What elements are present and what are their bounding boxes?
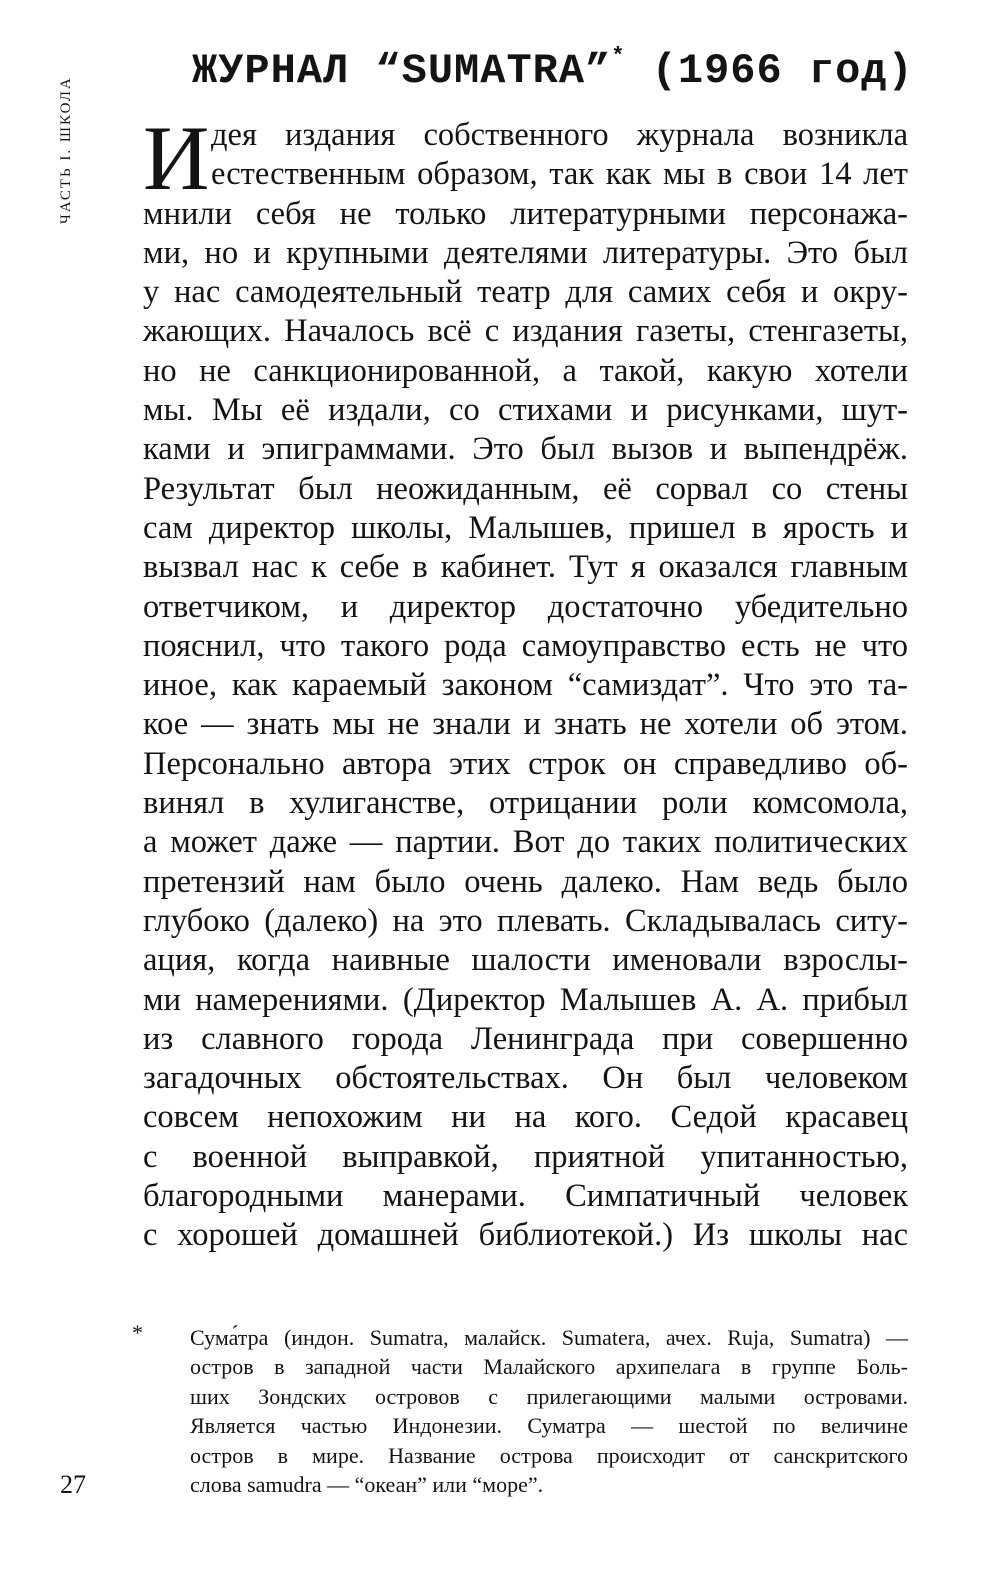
drop-cap: И [143,107,210,209]
footnote-marker: * [132,1320,143,1345]
body-line: претензий нам было очень далеко. Нам ведь было [143,863,908,900]
body-line: ми намерениями. (Директор Малышев А. А. прибыл [143,981,908,1018]
footnote-line: Является частью Индонезии. Суматра — шестой по величине [190,1413,908,1439]
heading-title: ЖУРНАЛ “SUMATRA” [192,47,612,95]
chapter-heading [192,44,914,95]
body-line: загадочных обстоятельствах. Он был человеком [143,1060,908,1097]
body-line: дея издания собственного журнала возникла [211,117,908,153]
footnote-line: Сума́тра (индон. Sumatra, малайск. Sumatera, ачех. Ruja, Sumatra) — [190,1325,908,1350]
body-line: совсем непохожим ни на кого. Седой красавец [143,1099,908,1136]
footnote-line: остров в мире. Название острова происходит от санскритского [190,1442,908,1468]
body-line: с военной выправкой, приятной упитанностью, [143,1138,908,1175]
body-line: из славного города Ленинграда при совершенно [143,1020,908,1057]
heading-year: (1966 год) [625,47,914,95]
body-line: глубоко (далеко) на это плевать. Складывалась ситу- [143,902,908,939]
body-line: жающих. Началось всё с издания газеты, стенгазеты, [143,313,908,350]
body-line: сам директор школы, Малышев, пришел в ярость и [143,509,908,546]
body-line: мы. Мы её издали, со стихами и рисунками, шут- [143,392,908,429]
body-line: винял в хулиганстве, отрицании роли комсомола, [143,785,908,822]
body-line: у нас самодеятельный театр для самих себя и окру- [143,274,908,311]
body-line: а может даже — партии. Вот до таких политических [143,824,908,861]
body-line: Персонально автора этих строк он справедливо об- [143,745,908,782]
body-line: но не санкционированной, а такой, какую хотели [143,352,908,389]
body-line: кое — знать мы не знали и знать не хотели об этом. [143,706,908,743]
body-text [143,107,908,1256]
body-line: иное, как караемый законом “самиздат”. Что это та- [143,667,908,704]
running-header: ЧАСТЬ I. ШКОЛА [58,76,74,224]
body-line: естественным образом, так как мы в свои 14 лет [211,156,908,193]
body-line: с хорошей домашней библиотекой.) Из школы нас [143,1217,908,1254]
footnote-line: слова samudra — “океан” или “море”. [190,1472,544,1498]
page-number: 27 [60,1470,86,1499]
body-line: ация, когда наивные шалости именовали взрослы- [143,942,908,979]
body-line: ответчиком, и директор достаточно убедительно [143,588,908,625]
footnote-line: ших Зондских островов с прилегающими малыми островами. [190,1383,908,1409]
body-line: мнили себя не только литературными персонажа- [143,195,908,232]
body-line: Результат был неожиданным, её сорвал со стены [143,470,908,507]
body-line: благородными манерами. Симпатичный человек [143,1178,908,1215]
body-line: ками и эпиграммами. Это был вызов и выпендрёж. [143,431,908,468]
footnote-line: остров в западной части Малайского архипелага в группе Боль- [190,1354,908,1380]
body-line: пояснил, что такого рода самоуправство есть не что [143,627,908,664]
heading-footnote-marker: * [611,44,626,69]
body-line: вызвал нас к себе в кабинет. Тут я оказался главным [143,549,908,586]
body-line: ми, но и крупными деятелями литературы. Это был [143,234,908,271]
footnote [190,1323,908,1499]
